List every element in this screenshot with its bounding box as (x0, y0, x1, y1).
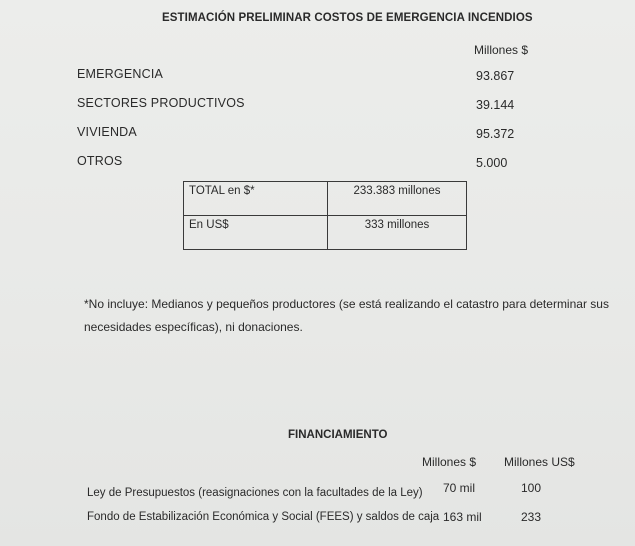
unit-header: Millones $ (474, 43, 529, 57)
financing-header-clp: Millones $ (422, 455, 477, 469)
total-usd-label: En US$ (184, 216, 328, 250)
total-clp-value: 233.383 millones (328, 182, 467, 216)
cost-label-vivienda: VIVIENDA (77, 125, 137, 139)
cost-value-vivienda: 95.372 (476, 127, 515, 141)
totals-table (183, 181, 467, 250)
table-row (184, 182, 467, 216)
financing-title: FINANCIAMIENTO (288, 429, 388, 441)
financing-usd-ley: 100 (521, 481, 542, 495)
total-clp-label: TOTAL en $* (184, 182, 328, 216)
financing-header-usd: Millones US$ (504, 455, 575, 469)
cost-value-emergencia: 93.867 (476, 69, 515, 83)
footnote: *No incluye: Medianos y pequeños productores (se está realizando el catastro para determinar sus necesidades específicas), ni donaciones. (84, 297, 609, 334)
financing-label-fees: Fondo de Estabilización Económica y Social (FEES) y saldos de caja (87, 511, 440, 523)
total-usd-value: 333 millones (328, 216, 467, 250)
financing-clp-ley: 70 mil (443, 481, 476, 495)
table-row (184, 216, 467, 250)
financing-clp-fees: 163 mil (443, 510, 482, 524)
financing-usd-fees: 233 (521, 510, 542, 524)
cost-label-emergencia: EMERGENCIA (77, 67, 164, 81)
cost-label-sectores: SECTORES PRODUCTIVOS (77, 96, 245, 110)
financing-label-ley: Ley de Presupuestos (reasignaciones con la facultades de la Ley) (87, 487, 423, 499)
cost-label-otros: OTROS (77, 154, 123, 168)
cost-value-otros: 5.000 (476, 156, 508, 170)
document-title: ESTIMACIÓN PRELIMINAR COSTOS DE EMERGENCIA INCENDIOS (162, 12, 533, 24)
cost-value-sectores: 39.144 (476, 98, 515, 112)
